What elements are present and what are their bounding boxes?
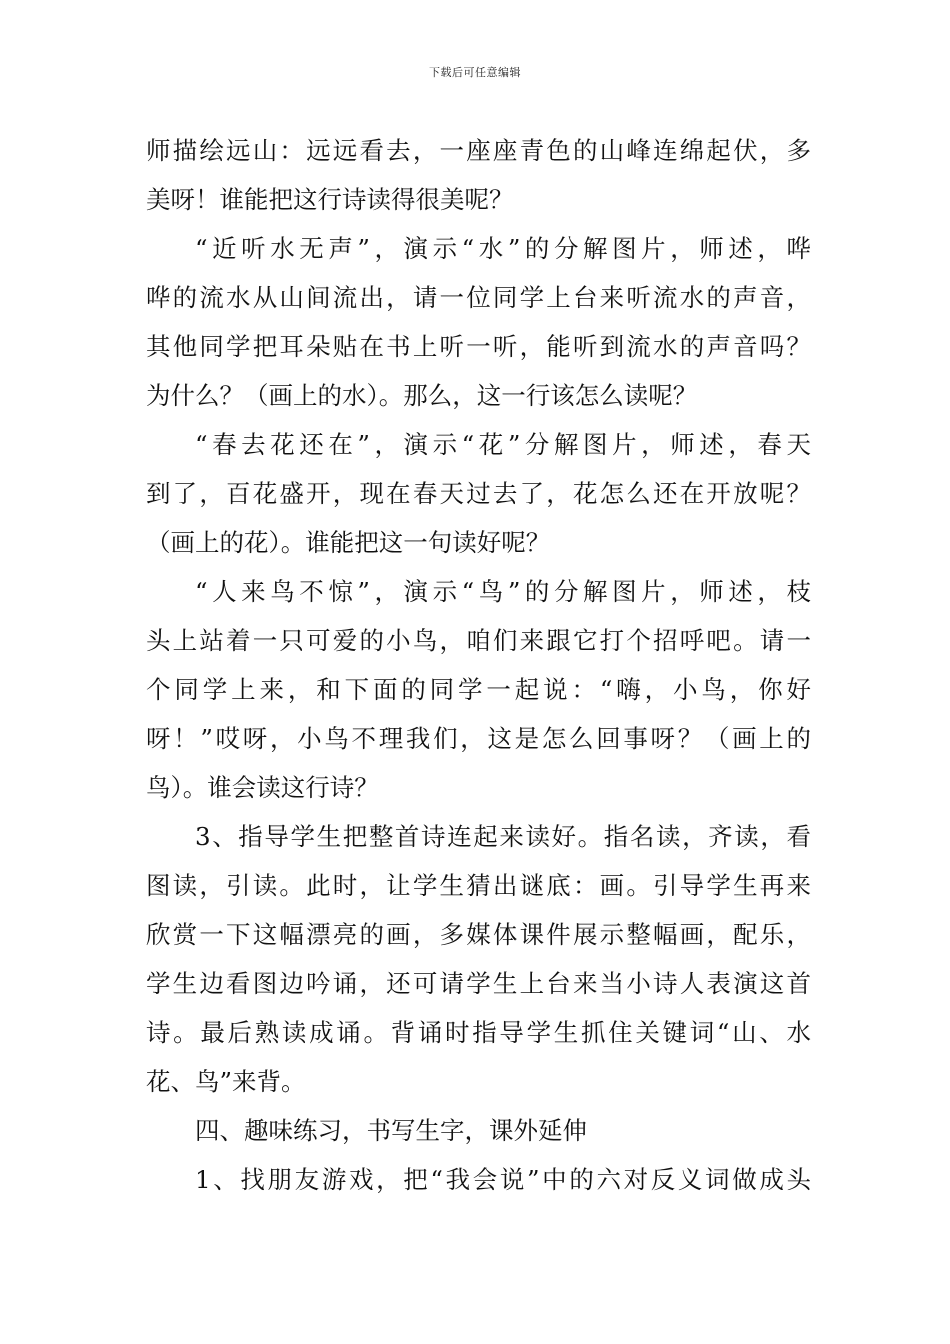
text-line: 1、找朋友游戏，把“我会说”中的六对反义词做成头 [195, 1165, 811, 1194]
text-line: 其他同学把耳朵贴在书上听一听，能听到流水的声音吗？ [146, 332, 811, 361]
text-line: 鸟）。谁会读这行诗？ [146, 773, 379, 802]
text-line: 3、指导学生把整首诗连起来读好。指名读，齐读，看 [195, 822, 811, 851]
text-line: 图读，引读。此时，让学生猜出谜底：画。引导学生再来 [146, 871, 811, 900]
page-header: 下载后可任意编辑 [429, 66, 521, 79]
text-line: 头上站着一只可爱的小鸟，咱们来跟它打个招呼吧。请一 [146, 626, 811, 655]
text-line: 四、趣味练习，书写生字，课外延伸 [195, 1116, 587, 1145]
text-line: “春去花还在”，演示“花”分解图片，师述，春天 [195, 430, 811, 459]
text-line: 学生边看图边吟诵，还可请学生上台来当小诗人表演这首 [146, 969, 811, 998]
document-body [146, 126, 811, 1204]
text-line: 花、鸟”来背。 [146, 1067, 306, 1096]
text-line: 欣赏一下这幅漂亮的画，多媒体课件展示整幅画，配乐， [146, 920, 811, 949]
text-line: “人来鸟不惊”，演示“鸟”的分解图片，师述，枝 [195, 577, 811, 606]
text-line: （画上的花）。谁能把这一句读好呢？ [146, 528, 551, 557]
text-line: 呀！”哎呀，小鸟不理我们，这是怎么回事呀？（画上的 [146, 724, 811, 753]
text-line: 美呀！谁能把这行诗读得很美呢？ [146, 185, 514, 214]
text-line: 到了，百花盛开，现在春天过去了，花怎么还在开放呢？ [146, 479, 811, 508]
text-line: “近听水无声”，演示“水”的分解图片，师述，哗 [195, 234, 811, 263]
text-line: 为什么？（画上的水）。那么，这一行该怎么读呢？ [146, 381, 698, 410]
text-line: 个同学上来，和下面的同学一起说：“嗨，小鸟，你好 [146, 675, 811, 704]
text-line: 哗的流水从山间流出，请一位同学上台来听流水的声音， [146, 283, 811, 312]
text-line: 师描绘远山：远远看去，一座座青色的山峰连绵起伏，多 [146, 136, 811, 165]
text-line: 诗。最后熟读成诵。背诵时指导学生抓住关键词“山、水 [146, 1018, 811, 1047]
